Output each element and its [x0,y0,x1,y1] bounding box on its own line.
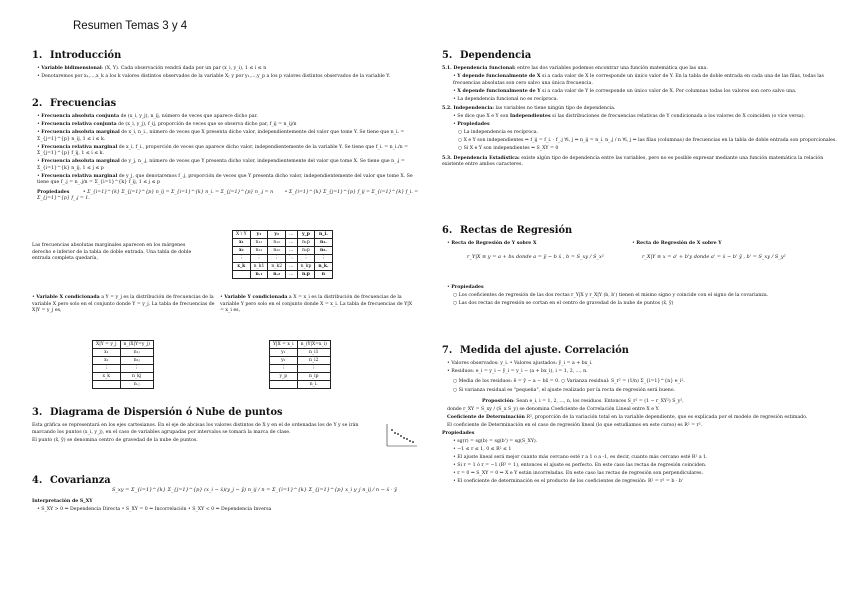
cond-y-table-wrap [269,340,359,389]
section-frecuencias [32,98,425,204]
freq-item: • Frecuencia absoluta conjunta de (x_i, y_j), n_ij, número de veces que aparece dicho par. [37,114,258,119]
table-row: x₁ n₁ⱼ [93,349,154,357]
dependencia-funcional: 5.1. Dependencia funcional: entre las dos variables podemos encontrar una función matemática que las una. [442,66,708,71]
cond-y-table [269,340,331,389]
table-row: y₁ n_i1 [270,349,331,357]
propiedades-row: Propiedades • Σ_{i=1}^{k} Σ_{j=1}^{p} n_ij = Σ_{i=1}^{k} n_i. = Σ_{j=1}^{p} n_.j = n • Σ_{i=1}^{k} Σ_{j=1}^{p} f_ij = Σ_{i=1}^{k} f_i. = Σ_{j=1}^{p} f_.j = 1. [37,189,419,201]
freq-item: • Frecuencia absoluta marginal de x_i, n_i., número de veces que X presenta dicho valor, independientemente del valor que tome Y. Se tiene que n_i. = Σ_{j=1}^{p} n_ij, 1 ≤ i ≤ k. [37,130,405,142]
list-item: • sg(r) = sg(b) = sg(b') = sg(S_XY). [453,438,538,444]
scatter-point [394,432,396,434]
table-row: n.ⱼ [93,381,154,389]
document-title: Resumen Temas 3 y 4 [73,20,188,32]
marginal-text: Las frecuencias absolutas marginales aparecen en los márgenes derecho e inferior de la tabla de doble entrada. Una tabla de doble entrada completa quedaría, [32,243,192,261]
cond-x-block: • Variable X condicionada a Y = y_j es la distribución de frecuencias de la variable X pero solo en el conjunto donde Y = y_j. La tabla de frecuencias de X|Y = y_j es, [32,295,215,313]
section-heading: 2. Frecuencias [32,98,117,109]
covariance-formula: S_xy = Σ_{i=1}^{k} Σ_{j=1}^{p} (x_i − x̄)(y_j − ȳ) n_ij / n = Σ_{i=1}^{k} Σ_{j=1}^{p} x_i y_j n_ij / n − x̄ · ȳ [112,487,397,493]
table-row: ⋮ ⋮ [93,365,154,373]
scatter-point [391,429,393,431]
section-heading: 4. Covarianza [32,475,111,486]
double-entry-table [232,230,333,279]
section-diagrama-dispersion: 3. Diagrama de Dispersión ó Nube de puntos Esta gráfica se representará en los ejes cartesianos. En el eje de abcisas los valores distintos de X y en el de ordenadas los de Y y se irán marcando los puntos (x_i, y_j), en el caso de variables agrupadas por intervalos se tomará la marca de clase. El punto (x̄, ȳ) se denomina centro de gravedad de la nube de puntos. [32,407,425,446]
table-row: x_k n_kj [93,373,154,381]
table-row: ⋮ ⋮ ⋮ ⋱ ⋮ ⋮ [233,255,333,263]
table-row: x₂ n₂₁ n₂₂ ... n₂p n₂. [233,247,333,255]
list-item: • El coeficiente de determinación es el producto de los coeficientes de regresión: R² = r² = b · b' [453,478,684,484]
table-row: x₁ n₁₁ n₁₂ ... n₁p n₁. [233,239,333,247]
section-covarianza [32,475,425,515]
table-header-row: X \ Y y₁ y₂ ... y_p n_i. [233,231,333,239]
scatter-point [400,435,402,437]
scatter-point [397,433,399,435]
cond-y-block: • Variable Y condicionada a X = x_i es la distribución de frecuencias de la variable Y pero solo en el conjunto donde X = x_i. La tabla de frecuencias de Y|X = x_i es, [220,295,413,313]
double-entry-table-wrap [232,230,362,279]
dependencia-estadistica: 5.3. Dependencia Estadística: existe algún tipo de dependencia entre las variables, pero no es posible expresar mediante una función matemática la relación existente entre ambos caracteres. [442,155,824,167]
bullet-variable-bidimensional: • Variable bidimensional: (X, Y). Cada observación vendrá dada por un par (x_i, y_i), 1 ≤ i ≤ n [37,66,267,71]
table-row: y₂ n_i2 [270,357,331,365]
scatter-point [412,441,414,443]
interpretacion-items: • S_XY > 0 ⇒ Dependencia Directa • S_XY = 0 ⇒ Incorrelación • S_XY < 0 ⇒ Dependencia Inversa [37,507,272,512]
recta-y-sobre-x: • Recta de Regresión de Y sobre X r_Y|X ≡ y = a + bx donde a = ȳ − b x̄ , b = S_xy / S_x² [447,241,604,260]
table-header-row: Y|X = x_i n_(Y|X=x_i) [270,341,331,349]
table-row: ⋮ ⋮ [270,365,331,373]
bullet-denotaremos: • Denotaremos por x₁,...,x_k a los k valores distintos observados de la variable X; y por y₁,...,y_p a los p valores distintos observados de la variable Y. [37,74,391,79]
section-heading: 5. Dependencia [442,50,532,61]
section-heading: 6. Rectas de Regresión [442,225,573,236]
freq-item: • Frecuencia absoluta marginal de y_j, n_.j, número de veces que Y presenta dicho valor, independientemente del valor que tome X. Se tiene que n_.j = Σ_{i=1}^{k} n_ij, 1 ≤ j ≤ p [37,159,405,171]
list-item: • −1 ≤ r ≤ 1, 0 ≤ R² ≤ 1 [453,446,512,452]
cond-x-table-wrap [92,340,182,389]
section-dependencia: 5. Dependencia 5.1. Dependencia funcional: entre las dos variables podemos encontrar una función matemática que las una. • Y depende funcionalmente de X si a cada valor de X le corresponde un único valor de Y. En la tabla de doble entrada en cada una de las filas, todas las frecuencias absolutas son cero salvo una única frecuencia. • X depende funcionalmente de Y si a cada valor de Y le corresponde un único valor de X. Por columnas todas los valores son cero salvo una. • La dependencia funcional no es recíproca. 5.2. Independencia: las variables no tiene ningún tipo de dependencia. • Se dice que X e Y son Independientes si las distribuciones de frecuencias relativas de Y condicionada a los valores de X coinciden (o vice versa). • Propiedades ○ La independencia es recíproca. ○ X e Y son independientes ⇔ f_ij = f_i. · f_.j ∀i, j ⇔ n_ij = n_i. n_.j / n ∀i, j ⇔ las filas (columnas) de frecuencias en la tabla de doble entrada son proporcionales. ○ Si X e Y son independientes ⇒ S_XY = 0 5.3. Dependencia Estadística: existe algún tipo de dependencia entre las variables, pero no es posible expresar mediante una función matemática la relación existente entre ambos caracteres. [442,50,842,170]
freq-item: • Frecuencia relativa conjunta de (x_i, y_j), f_ij, proporción de veces que se observa dicho par, f_ij = n_ij/n [37,122,297,127]
table-row: y_p n_ip [270,373,331,381]
section-heading: 1. Introducción [32,50,122,61]
list-item: • r = 0 ⇒ S_XY = 0 ⇔ X e Y están incorreladas. En este caso las rectas de regresión son perpendiculares. [453,470,704,476]
table-row: x_k n_k1 n_k2 ... n_kp n_k. [233,263,333,271]
scatter-thumbnail [384,423,418,449]
scatter-point [406,438,408,440]
list-item: • Si r = 1 ó r = −1 (R² = 1), entonces el ajuste es perfecto. En este caso las rectas de regresión coinciden. [453,462,707,468]
interpretacion-label: Interpretación de S_XY [32,499,93,504]
section-rectas-regresion: 6. Rectas de Regresión • Recta de Regresión de Y sobre X r_Y|X ≡ y = a + bx donde a = ȳ − b x̄ , b = S_xy / S_x² • Recta de Regresión de X sobre Y r_X|Y ≡ x = a' + b'y donde a' = x̄ − b' ȳ , b' = S_xy / S_y² • Propiedades ○ Los coeficientes de regresión de las dos rectas r_Y|X y r_X|Y (b, b') tienen el mismo signo y coincide con el signo de la covarianza. ○ Las dos rectas de regresión se cortan en el centro de gravedad de la nube de puntos (x̄, ȳ) [442,225,842,309]
scatter-point [409,440,411,442]
table-row: n_i. [270,381,331,389]
section-medida-ajuste: 7. Medida del ajuste. Correlación • Valores observados: y_i. • Valores ajustados: ŷ_i = a + bx_i. • Residuos: e_i = y_i − ŷ_i = y_i − (a + bx_i), i = 1, 2, ..., n. ○ Media de los residuos: ē = ȳ − a − bx̄ = 0. ○ Varianza residual: S_r² = (1/n) Σ_{i=1}^{n} e_i². ○ Si varianza residual es "pequeña", el ajuste realizado por la recta de regresión será bueno. Proposición: Sean e_i, i = 1, 2, ..., n, los residuos. Entonces S_r² = (1 − r_XY²) S_y², donde r_XY = S_xy / (S_x S_y) se denomina Coeficiente de Correlación Lineal entre X e Y. Coeficiente de Determinación R², proporción de la variación total en la variable dependiente, que es explicada por el modelo de regresión estimado. El coeficiente de Determinación en el caso de regresión lineal (lo que estudiamos en este curso) es R² = r². Propiedades • sg(r) = sg(b) = sg(b') = sg(S_XY). • −1 ≤ r ≤ 1, 0 ≤ R² ≤ 1 • El ajuste lineal será mejor cuanto más cercano esté r a 1 o a -1, es decir, cuanto más cercano esté R² a 1. • Si r = 1 ó r = −1 (R² = 1), entonces el ajuste es perfecto. En este caso las rectas de regresión coinciden. • r = 0 ⇒ S_XY = 0 ⇔ X e Y están incorreladas. En este caso las rectas de regresión son perpendiculares. • El coeficiente de determinación es el producto de los coeficientes de regresión: R² = r² = b · b' [442,345,842,487]
scatter-point [403,437,405,439]
table-row: x₂ n₂ⱼ [93,357,154,365]
section-heading: 3. Diagrama de Dispersión ó Nube de puntos [32,407,283,418]
table-row: n.₁ n.₂ ... n.p n [233,271,333,279]
section-heading: 7. Medida del ajuste. Correlación [442,345,629,356]
list-item: • El ajuste lineal será mejor cuanto más cercano esté r a 1 o a -1, es decir, cuanto más cercano esté R² a 1. [453,454,708,460]
section-introduccion [32,50,425,82]
cond-x-table [92,340,154,389]
independencia: 5.2. Independencia: las variables no tiene ningún tipo de dependencia. [442,106,616,111]
freq-item: • Frecuencia relativa marginal de x_i, f_i., proporción de veces que aparece dicho valor, independientemente de la variable Y. Se tiene que f_i. = n_i./n = Σ_{j=1}^{p} f_ij, 1 ≤ i ≤ k. [37,144,409,156]
freq-item: • Frecuencia relativa marginal de y_j, que denotaremos f_.j, proporción de veces que Y presenta dicho valor, independientemente del valor que tome X. Se tiene que f_.j = n_.j/n = Σ_{i=1}^{k} f_ij, 1 ≤ j ≤ p [37,173,413,185]
recta-x-sobre-y: • Recta de Regresión de X sobre Y r_X|Y ≡ x = a' + b'y donde a' = x̄ − b' ȳ , b' = S_xy / S_y² [632,241,786,260]
table-header-row: X|Y = y_j n_(X|Y=y_j) [93,341,154,349]
